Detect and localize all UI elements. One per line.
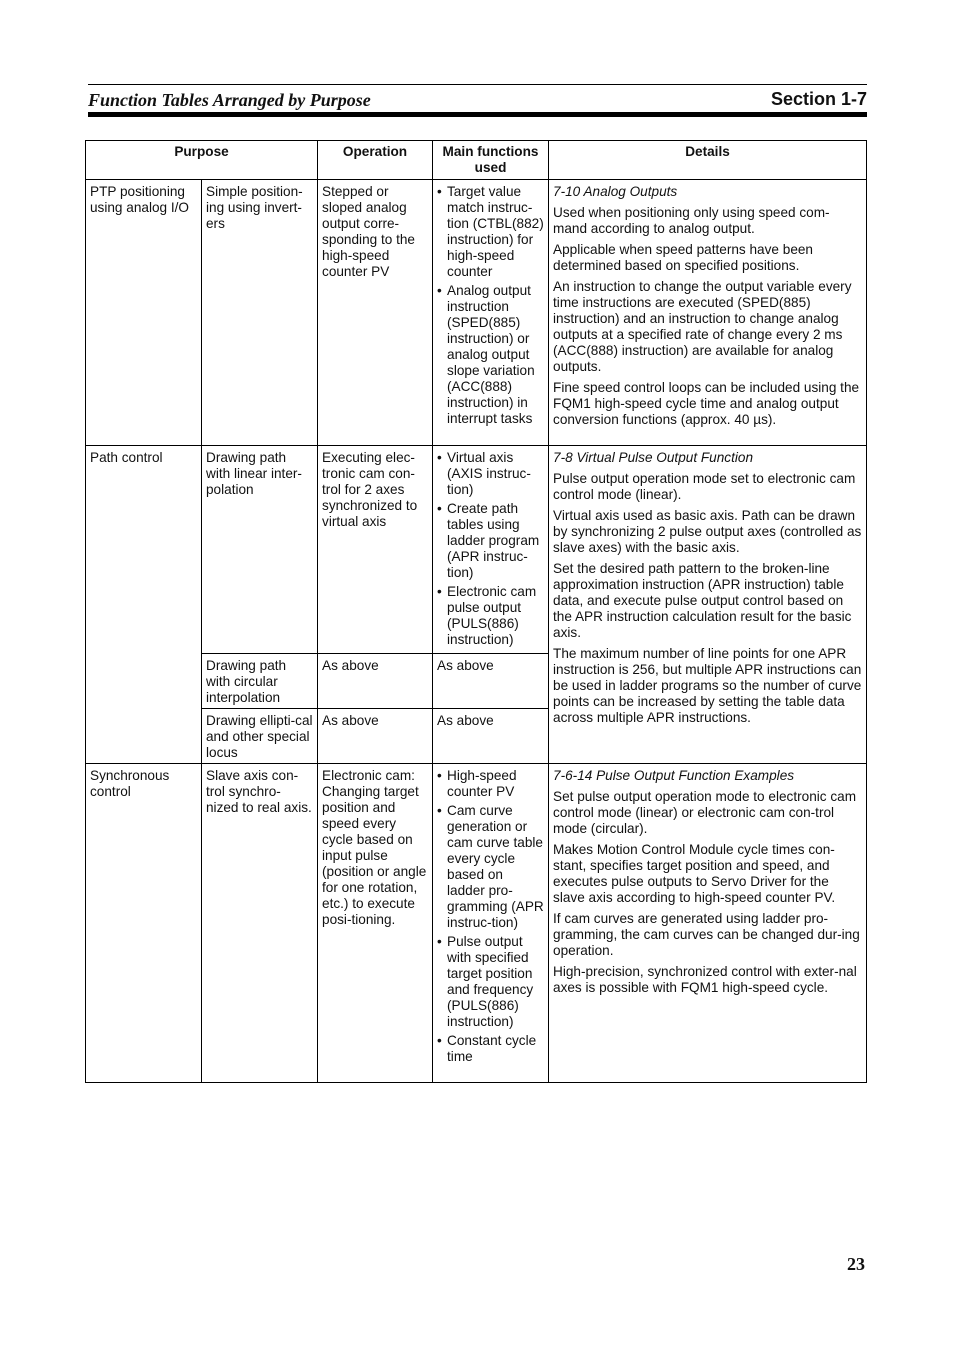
table-row xyxy=(86,764,867,1083)
operation-cell: Electronic cam: Changing target position and speed every cycle based on input pulse (position or angle for one rotation, etc.) to execute posi-tioning. xyxy=(318,764,433,1083)
details-cell xyxy=(549,180,867,446)
main-function-item: • Pulse output with specified target position and frequency (PULS(886) instruction) xyxy=(437,934,544,1030)
details-paragraph: Pulse output operation mode set to electronic cam control mode (linear). xyxy=(553,471,856,502)
header-top-rule xyxy=(88,84,867,85)
operation-cell: Executing elec-tronic cam con-trol for 2 axes synchronized to virtual axis xyxy=(318,446,433,654)
main-function-item: • Virtual axis (AXIS instruc-tion) xyxy=(437,450,544,498)
main-function-item: • Target value match instruc-tion (CTBL(882) instruction) for high-speed counter xyxy=(437,184,544,280)
details-paragraph: Virtual axis used as basic axis. Path can be drawn by synchronizing 2 pulse output axes (controlled as slave axes) with the basic axis. xyxy=(553,508,862,555)
page-header-section: Section 1-7 xyxy=(770,89,867,109)
main-function-item: • Electronic cam pulse output (PULS(886) instruction) xyxy=(437,584,544,648)
table-row xyxy=(86,180,867,446)
sub-purpose-cell: Drawing path with linear inter-polation xyxy=(202,446,318,654)
operation-cell: As above xyxy=(318,654,433,709)
purpose-cell: PTP positioning using analog I/O xyxy=(86,180,202,446)
details-paragraph: An instruction to change the output variable every time instructions are executed (SPED(885) instruction) and an instruction to change analog outputs at a specified rate of change every 2 ms (ACC(888) instruction) are available for analog outputs. xyxy=(553,279,852,374)
details-reference: 7-8 Virtual Pulse Output Function xyxy=(553,450,754,465)
operation-cell: Stepped or sloped analog output corre-sponding to the high-speed counter PV xyxy=(318,180,433,446)
sub-purpose-cell: Slave axis con-trol synchro-nized to real axis. xyxy=(202,764,318,1083)
main-function-item: • Analog output instruction (SPED(885) instruction) or analog output slope variation (ACC(888) instruction) in interrupt tasks xyxy=(437,283,544,427)
header-bottom-rule xyxy=(88,112,867,117)
page-number: 23 xyxy=(847,1254,865,1274)
sub-purpose-cell: Simple position-ing using invert-ers xyxy=(202,180,318,446)
details-paragraph: Set pulse output operation mode to electronic cam control mode (linear) or electronic cam con-trol mode (circular). xyxy=(553,789,857,836)
main-functions-cell xyxy=(433,180,549,446)
purpose-cell: Path control xyxy=(86,446,202,764)
purpose-cell: Synchronous control xyxy=(86,764,202,1083)
column-header-details: Details xyxy=(549,141,867,180)
details-paragraph: Makes Motion Control Module cycle times con-stant, specifies target position and speed, and executes pulse outputs to Servo Driver for the slave axis according to high-speed counter PV. xyxy=(553,842,836,905)
main-function-item: • Constant cycle time xyxy=(437,1033,544,1065)
details-paragraph: Set the desired path pattern to the broken-line approximation instruction (APR instruction) table data, and execute pulse output control based on the APR instruction calculation result for the basic axis. xyxy=(553,561,852,640)
details-reference: 7-10 Analog Outputs xyxy=(553,184,678,199)
details-paragraph: Applicable when speed patterns have been determined based on specified positions. xyxy=(553,242,813,273)
main-function-item: • Cam curve generation or cam curve table every cycle based on ladder pro-gramming (APR instruc-tion) xyxy=(437,803,544,931)
details-paragraph: If cam curves are generated using ladder pro-gramming, the cam curves can be changed dur-ing operation. xyxy=(553,911,860,958)
sub-purpose-cell: Drawing path with circular interpolation xyxy=(202,654,318,709)
main-functions-cell xyxy=(433,764,549,1083)
main-functions-cell xyxy=(433,446,549,654)
column-header-purpose: Purpose xyxy=(86,141,318,180)
table-row xyxy=(86,446,867,654)
operation-cell: As above xyxy=(318,709,433,764)
details-paragraph: Fine speed control loops can be included using the FQM1 high-speed cycle time and analog output conversion functions (approx. 40 µs). xyxy=(553,380,860,427)
details-paragraph: High-precision, synchronized control with exter-nal axes is possible with FQM1 high-speed cycle. xyxy=(553,964,857,995)
details-cell xyxy=(549,446,867,764)
details-reference: 7-6-14 Pulse Output Function Examples xyxy=(553,768,795,783)
column-header-main-functions: Main functions used xyxy=(433,141,549,180)
main-function-item: • Create path tables using ladder program (APR instruc-tion) xyxy=(437,501,544,581)
main-functions-cell: As above xyxy=(433,654,549,709)
main-functions-cell: As above xyxy=(433,709,549,764)
details-paragraph: Used when positioning only using speed com-mand according to analog output. xyxy=(553,205,830,236)
main-function-item: • High-speed counter PV xyxy=(437,768,544,800)
function-table xyxy=(85,140,867,1083)
details-cell xyxy=(549,764,867,1083)
column-header-operation: Operation xyxy=(318,141,433,180)
details-paragraph: The maximum number of line points for one APR instruction is 256, but multiple APR instructions can be used in ladder programs so the number of curve points can be increased by setting the table data across multiple APR instructions. xyxy=(553,646,862,725)
page-header-title: Function Tables Arranged by Purpose xyxy=(88,90,371,110)
sub-purpose-cell: Drawing ellipti-cal and other special locus xyxy=(202,709,318,764)
